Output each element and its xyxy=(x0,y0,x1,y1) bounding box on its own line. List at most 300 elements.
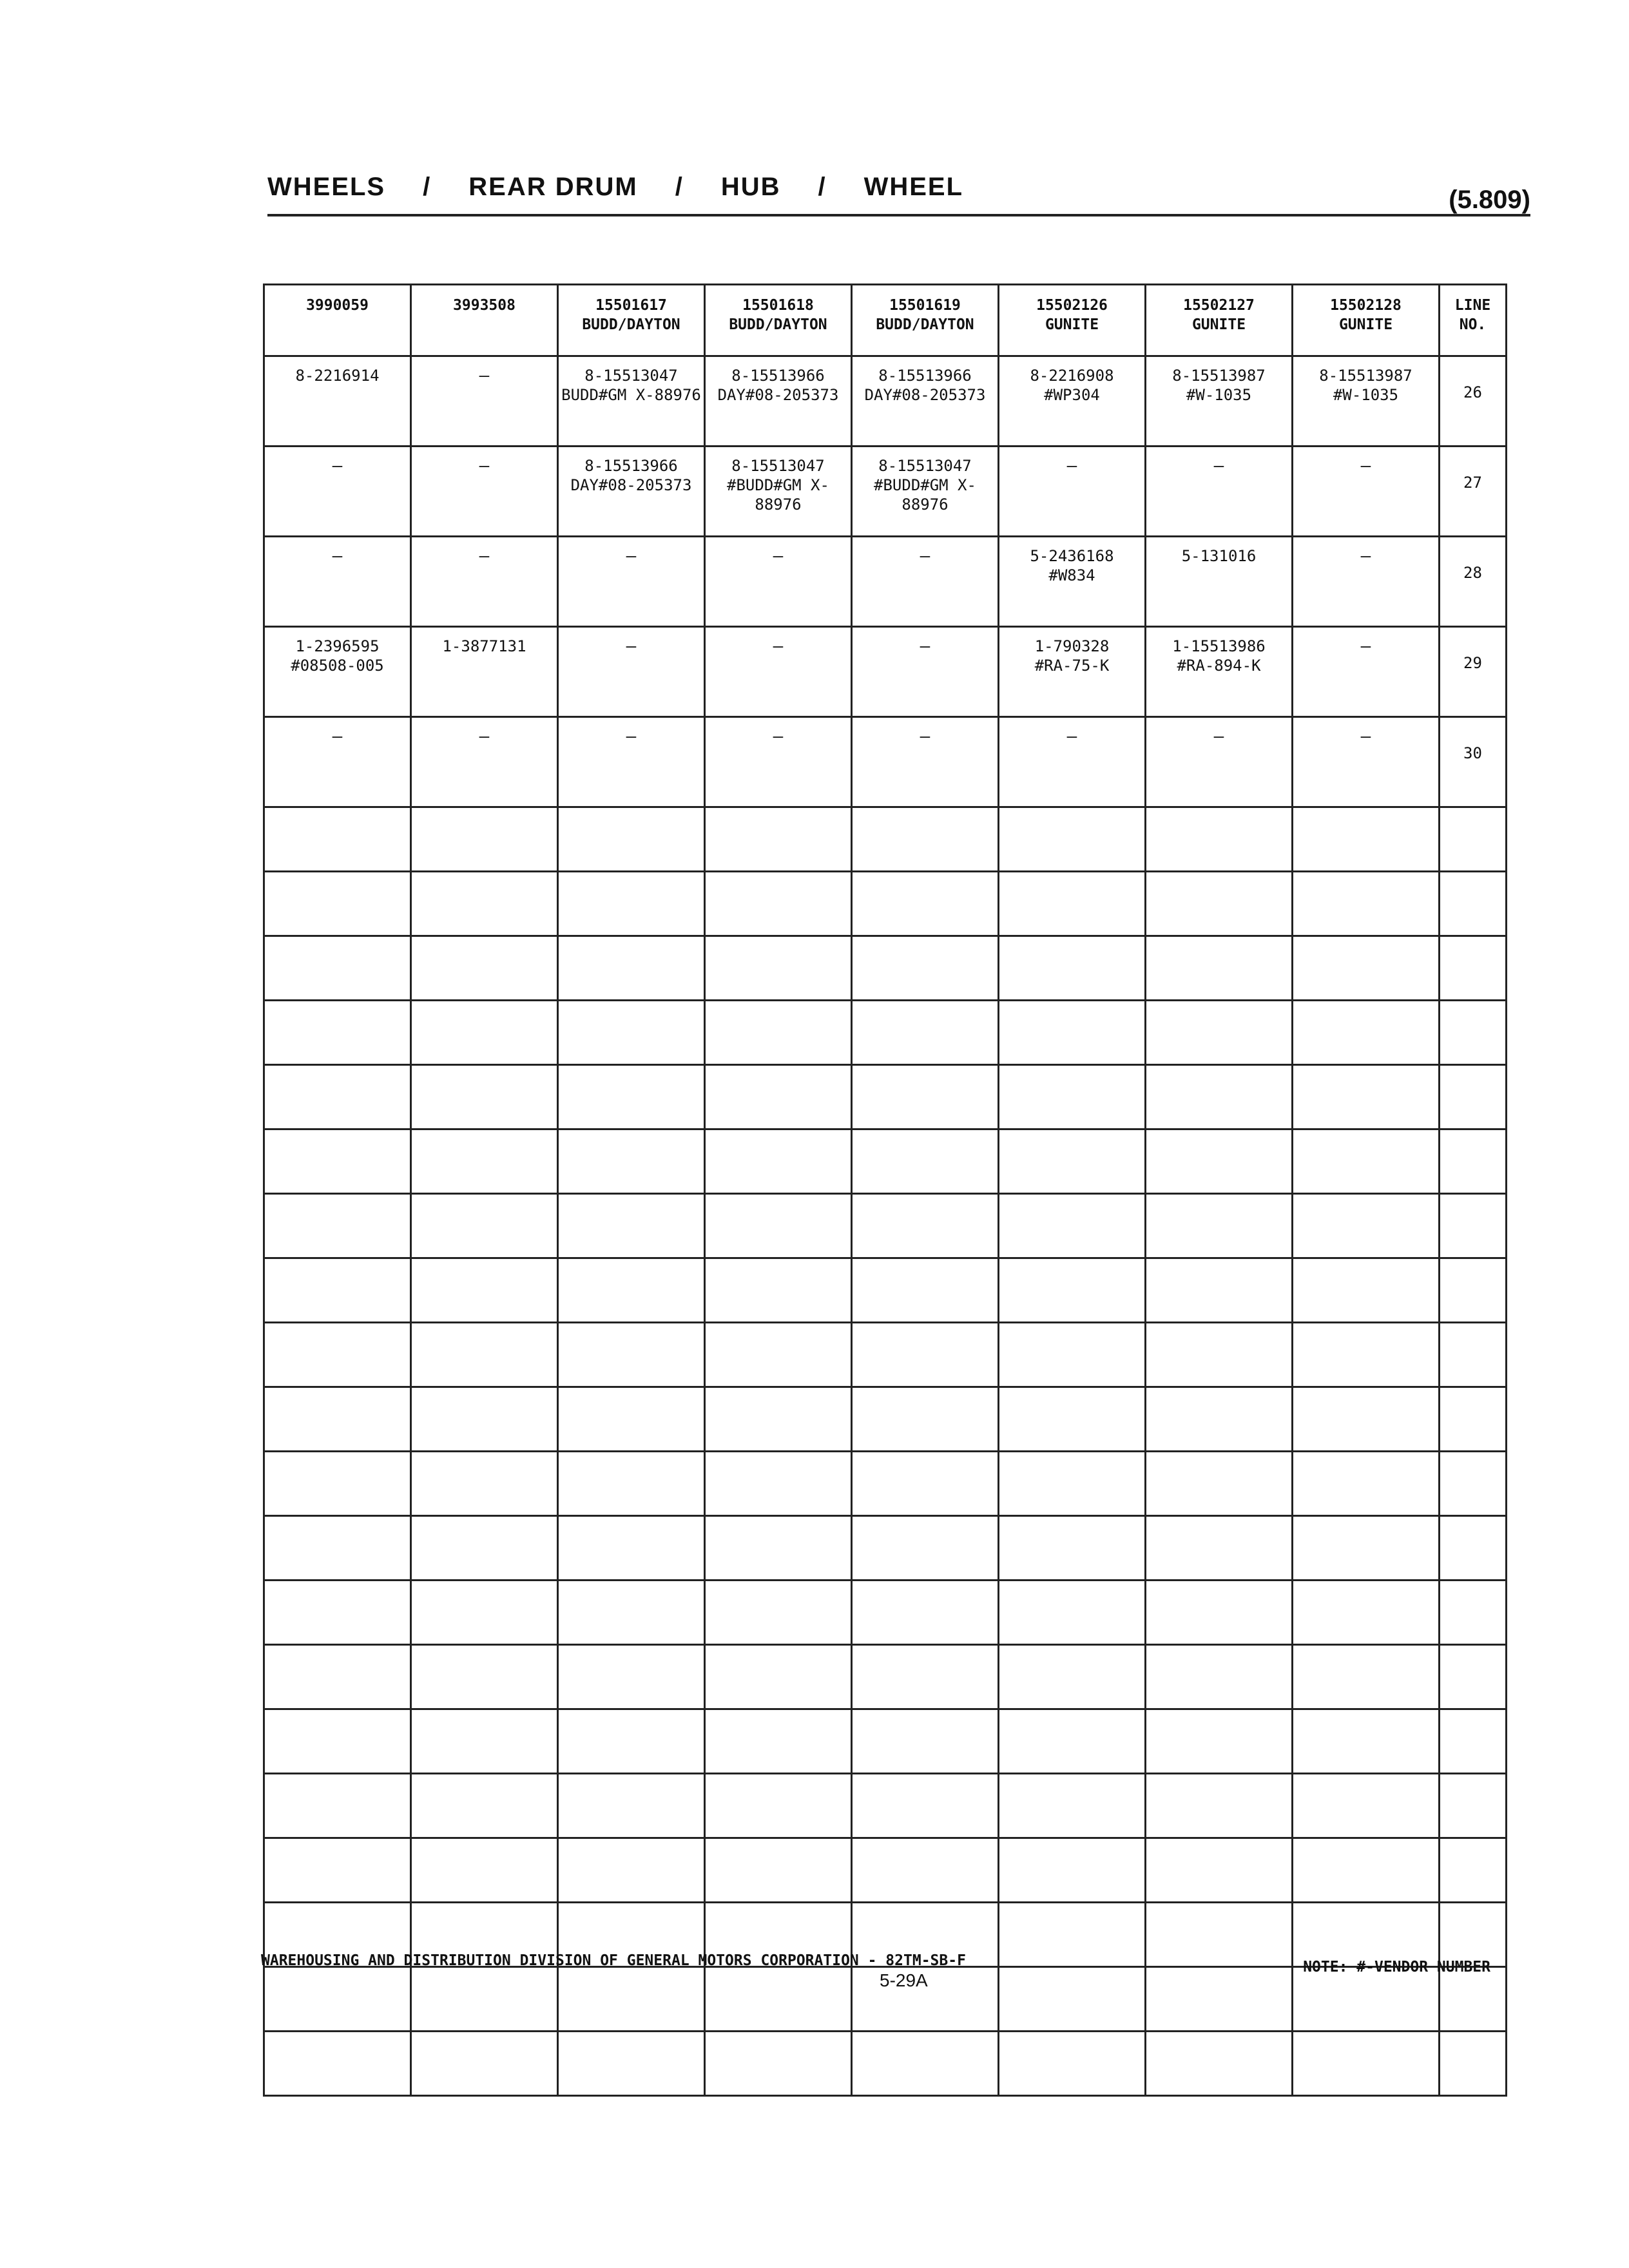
table-cell xyxy=(705,717,852,807)
blank-cell xyxy=(999,1645,1146,1709)
blank-cell xyxy=(411,936,558,1001)
table-cell xyxy=(1293,537,1440,627)
blank-cell xyxy=(1440,1323,1507,1387)
replacement-part-number: 5-2436168 xyxy=(1030,547,1114,565)
blank-cell xyxy=(1293,807,1440,872)
vendor-number: DAY#08-205373 xyxy=(570,476,692,494)
column-vendor: BUDD/DAYTON xyxy=(729,316,827,333)
blank-cell xyxy=(411,1387,558,1452)
blank-cell xyxy=(558,807,705,872)
vendor-number: DAY#08-205373 xyxy=(864,386,986,404)
table-cell xyxy=(1293,627,1440,717)
blank-cell xyxy=(1440,1581,1507,1645)
blank-cell xyxy=(264,1774,411,1838)
column-vendor: BUDD/DAYTON xyxy=(582,316,680,333)
blank-cell xyxy=(411,807,558,872)
table-cell xyxy=(705,537,852,627)
blank-cell xyxy=(1440,1838,1507,1903)
blank-cell xyxy=(1146,872,1293,936)
blank-cell xyxy=(999,1709,1146,1774)
blank-cell xyxy=(852,1645,999,1709)
blank-cell xyxy=(1440,936,1507,1001)
blank-cell xyxy=(1293,1903,1440,1967)
column-part-number: 15502128 xyxy=(1330,297,1402,314)
blank-cell xyxy=(1440,1194,1507,1258)
blank-cell xyxy=(411,1838,558,1903)
title-part: HUB xyxy=(720,173,781,201)
blank-cell xyxy=(1293,1323,1440,1387)
replacement-part-number: — xyxy=(626,546,637,566)
blank-cell xyxy=(705,1645,852,1709)
table-cell xyxy=(411,537,558,627)
blank-cell xyxy=(411,1774,558,1838)
blank-cell xyxy=(852,1387,999,1452)
table-cell xyxy=(1146,537,1293,627)
column-vendor: GUNITE xyxy=(1045,316,1099,333)
title-part: WHEEL xyxy=(863,173,964,201)
vendor-number: #08508-005 xyxy=(291,657,384,675)
column-header xyxy=(411,285,558,356)
blank-cell xyxy=(264,1709,411,1774)
blank-cell xyxy=(999,1323,1146,1387)
replacement-part-number: — xyxy=(920,546,930,566)
blank-cell xyxy=(411,1323,558,1387)
blank-cell xyxy=(1146,1194,1293,1258)
table-cell xyxy=(558,447,705,537)
blank-cell xyxy=(852,1323,999,1387)
column-part-number: 3990059 xyxy=(306,297,369,314)
blank-cell xyxy=(1146,936,1293,1001)
replacement-part-number: — xyxy=(773,546,784,566)
replacement-part-number: — xyxy=(332,456,343,476)
replacement-part-number: 1-15513986 xyxy=(1172,637,1266,655)
column-header xyxy=(852,285,999,356)
blank-cell xyxy=(264,1065,411,1129)
vendor-number: #BUDD#GM X-88976 xyxy=(727,476,829,514)
vendor-number: #W-1035 xyxy=(1186,386,1252,404)
blank-cell xyxy=(999,872,1146,936)
line-number: 28 xyxy=(1440,537,1507,627)
blank-row xyxy=(264,1645,1507,1709)
blank-cell xyxy=(705,1967,852,2032)
replacement-part-number: 8-15513047 xyxy=(584,367,678,385)
blank-cell xyxy=(1440,1774,1507,1838)
blank-cell xyxy=(264,807,411,872)
blank-cell xyxy=(1146,1581,1293,1645)
title-separator: / xyxy=(818,173,827,201)
blank-cell xyxy=(705,1258,852,1323)
blank-cell xyxy=(705,1452,852,1516)
line-header-text: LINE xyxy=(1454,297,1491,314)
replacement-part-number: 1-3877131 xyxy=(442,637,526,655)
blank-cell xyxy=(411,1452,558,1516)
blank-cell xyxy=(1440,807,1507,872)
header-rule xyxy=(267,214,1530,216)
table-cell xyxy=(264,717,411,807)
blank-cell xyxy=(999,1581,1146,1645)
table-cell xyxy=(1293,447,1440,537)
blank-cell xyxy=(1293,2032,1440,2096)
table-cell xyxy=(558,627,705,717)
table-body xyxy=(264,356,1507,2096)
blank-cell xyxy=(852,872,999,936)
table-row xyxy=(264,447,1507,537)
blank-cell xyxy=(558,1774,705,1838)
blank-cell xyxy=(1440,1903,1507,1967)
blank-cell xyxy=(558,936,705,1001)
blank-cell xyxy=(264,872,411,936)
blank-row xyxy=(264,1838,1507,1903)
column-vendor: BUDD/DAYTON xyxy=(876,316,974,333)
blank-cell xyxy=(411,2032,558,2096)
blank-cell xyxy=(1293,1967,1440,2032)
blank-cell xyxy=(705,1194,852,1258)
column-header xyxy=(264,285,411,356)
replacement-part-number: — xyxy=(1213,456,1224,476)
column-part-number: 15502127 xyxy=(1183,297,1255,314)
table-cell xyxy=(264,537,411,627)
blank-cell xyxy=(1293,872,1440,936)
blank-cell xyxy=(1440,2032,1507,2096)
blank-cell xyxy=(1146,1258,1293,1323)
column-header xyxy=(558,285,705,356)
blank-cell xyxy=(264,1838,411,1903)
blank-cell xyxy=(852,1258,999,1323)
blank-row xyxy=(264,1129,1507,1194)
blank-cell xyxy=(1440,1709,1507,1774)
column-header xyxy=(1146,285,1293,356)
blank-cell xyxy=(852,1838,999,1903)
blank-cell xyxy=(1293,1581,1440,1645)
blank-cell xyxy=(1440,1001,1507,1065)
vendor-number: #BUDD#GM X-88976 xyxy=(874,476,976,514)
blank-cell xyxy=(1293,1194,1440,1258)
replacement-part-number: — xyxy=(479,727,490,746)
blank-cell xyxy=(558,872,705,936)
blank-cell xyxy=(1293,1387,1440,1452)
table-cell xyxy=(1146,627,1293,717)
blank-cell xyxy=(558,2032,705,2096)
replacement-part-number: 8-15513966 xyxy=(878,367,972,385)
blank-cell xyxy=(1293,1065,1440,1129)
blank-cell xyxy=(558,1452,705,1516)
vendor-number: #W834 xyxy=(1048,566,1095,584)
blank-cell xyxy=(264,1645,411,1709)
blank-cell xyxy=(852,936,999,1001)
blank-cell xyxy=(558,1387,705,1452)
table-row xyxy=(264,356,1507,447)
replacement-part-number: 8-15513987 xyxy=(1172,367,1266,385)
column-header xyxy=(705,285,852,356)
blank-cell xyxy=(852,1129,999,1194)
column-header xyxy=(1293,285,1440,356)
blank-cell xyxy=(558,1581,705,1645)
blank-cell xyxy=(1293,1516,1440,1581)
blank-cell xyxy=(1146,1838,1293,1903)
section-number: (5.809) xyxy=(1449,186,1530,214)
blank-cell xyxy=(558,1001,705,1065)
blank-cell xyxy=(411,1581,558,1645)
blank-cell xyxy=(1440,1645,1507,1709)
blank-cell xyxy=(1293,1129,1440,1194)
blank-cell xyxy=(852,1581,999,1645)
blank-cell xyxy=(999,1194,1146,1258)
blank-cell xyxy=(411,1194,558,1258)
page-title xyxy=(267,173,1337,202)
table-cell xyxy=(999,447,1146,537)
blank-cell xyxy=(411,1129,558,1194)
blank-cell xyxy=(705,1065,852,1129)
replacement-part-number: 8-15513987 xyxy=(1319,367,1412,385)
blank-cell xyxy=(705,1838,852,1903)
blank-cell xyxy=(1146,1645,1293,1709)
blank-cell xyxy=(999,1001,1146,1065)
table-cell xyxy=(558,537,705,627)
blank-row xyxy=(264,1323,1507,1387)
blank-cell xyxy=(1440,1065,1507,1129)
table-cell xyxy=(411,356,558,447)
blank-cell xyxy=(1440,1967,1507,2032)
replacement-part-number: 8-2216908 xyxy=(1030,367,1114,385)
title-separator: / xyxy=(423,173,432,201)
blank-cell xyxy=(1146,807,1293,872)
blank-cell xyxy=(705,1774,852,1838)
blank-cell xyxy=(999,1967,1146,2032)
blank-cell xyxy=(1440,1516,1507,1581)
table-cell xyxy=(999,627,1146,717)
blank-cell xyxy=(1146,1001,1293,1065)
blank-cell xyxy=(999,1129,1146,1194)
blank-cell xyxy=(1293,1001,1440,1065)
blank-cell xyxy=(411,1516,558,1581)
blank-cell xyxy=(411,1709,558,1774)
replacement-part-number: 8-15513966 xyxy=(584,457,678,475)
blank-cell xyxy=(705,1709,852,1774)
page-number: 5-29A xyxy=(880,1970,928,1990)
table-cell xyxy=(999,356,1146,447)
blank-cell xyxy=(705,872,852,936)
vendor-number: #RA-894-K xyxy=(1177,657,1261,675)
replacement-part-number: — xyxy=(1213,727,1224,746)
replacement-part-number: — xyxy=(479,546,490,566)
blank-cell xyxy=(558,1709,705,1774)
table-cell xyxy=(264,627,411,717)
blank-cell xyxy=(264,1323,411,1387)
replacement-part-number: — xyxy=(773,727,784,746)
blank-cell xyxy=(999,807,1146,872)
blank-cell xyxy=(999,1452,1146,1516)
line-number: 27 xyxy=(1440,447,1507,537)
table-cell xyxy=(705,356,852,447)
blank-cell xyxy=(1146,1903,1293,1967)
blank-row xyxy=(264,1258,1507,1323)
line-number-header xyxy=(1440,285,1507,356)
replacement-part-number: — xyxy=(1360,637,1371,656)
blank-cell xyxy=(1293,1774,1440,1838)
blank-cell xyxy=(264,1129,411,1194)
replacement-part-number: — xyxy=(1360,456,1371,476)
blank-cell xyxy=(1146,1709,1293,1774)
table-cell xyxy=(411,627,558,717)
blank-cell xyxy=(999,936,1146,1001)
column-part-number: 15501617 xyxy=(595,297,667,314)
blank-cell xyxy=(558,1645,705,1709)
blank-cell xyxy=(1293,936,1440,1001)
column-header xyxy=(999,285,1146,356)
replacement-part-number: 1-2396595 xyxy=(295,637,380,655)
blank-cell xyxy=(411,1645,558,1709)
table-cell xyxy=(705,627,852,717)
replacement-part-number: — xyxy=(1360,546,1371,566)
replacement-part-number: 8-15513047 xyxy=(878,457,972,475)
blank-cell xyxy=(1440,1258,1507,1323)
table-cell xyxy=(852,627,999,717)
replacement-part-number: 5-131016 xyxy=(1181,547,1257,565)
replacement-part-number: 1-790328 xyxy=(1034,637,1110,655)
table-cell xyxy=(558,356,705,447)
column-vendor: GUNITE xyxy=(1338,316,1393,333)
blank-cell xyxy=(264,1194,411,1258)
blank-cell xyxy=(999,2032,1146,2096)
blank-cell xyxy=(1293,1645,1440,1709)
table-cell xyxy=(1146,356,1293,447)
vendor-number: BUDD#GM X-88976 xyxy=(561,386,701,404)
replacement-part-number: — xyxy=(920,727,930,746)
blank-cell xyxy=(999,1838,1146,1903)
blank-cell xyxy=(852,1709,999,1774)
footer-division: WAREHOUSING AND DISTRIBUTION DIVISION OF GENERAL MOTORS CORPORATION - 82TM-SB-F xyxy=(261,1952,966,1969)
blank-cell xyxy=(852,1065,999,1129)
blank-cell xyxy=(705,1516,852,1581)
replacement-part-number: 8-15513047 xyxy=(731,457,825,475)
blank-cell xyxy=(558,1129,705,1194)
line-number: 29 xyxy=(1440,627,1507,717)
header-row xyxy=(264,285,1507,356)
table-cell xyxy=(852,447,999,537)
blank-cell xyxy=(264,1967,411,2032)
vendor-number: #W-1035 xyxy=(1333,386,1399,404)
blank-cell xyxy=(999,1387,1146,1452)
blank-cell xyxy=(1293,1838,1440,1903)
blank-row xyxy=(264,807,1507,872)
replacement-part-number: 8-2216914 xyxy=(295,367,380,385)
blank-cell xyxy=(558,1516,705,1581)
blank-cell xyxy=(1146,1387,1293,1452)
blank-cell xyxy=(705,936,852,1001)
blank-cell xyxy=(558,1258,705,1323)
column-part-number: 3993508 xyxy=(453,297,516,314)
blank-cell xyxy=(852,2032,999,2096)
table-row xyxy=(264,717,1507,807)
table-cell xyxy=(852,356,999,447)
replacement-part-number: — xyxy=(1360,727,1371,746)
blank-cell xyxy=(1440,872,1507,936)
table-cell xyxy=(999,537,1146,627)
blank-cell xyxy=(705,1323,852,1387)
replacement-part-number: — xyxy=(1066,456,1077,476)
blank-row xyxy=(264,872,1507,936)
table-cell xyxy=(1293,356,1440,447)
blank-cell xyxy=(1293,1258,1440,1323)
table-cell xyxy=(264,447,411,537)
replacement-part-number: — xyxy=(479,456,490,476)
blank-cell xyxy=(1146,1452,1293,1516)
blank-cell xyxy=(1146,2032,1293,2096)
blank-cell xyxy=(558,1838,705,1903)
replacement-part-number: — xyxy=(920,637,930,656)
blank-cell xyxy=(705,1387,852,1452)
blank-row xyxy=(264,1001,1507,1065)
column-part-number: 15502126 xyxy=(1036,297,1108,314)
blank-cell xyxy=(1146,1065,1293,1129)
blank-cell xyxy=(264,1516,411,1581)
blank-cell xyxy=(1146,1129,1293,1194)
blank-cell xyxy=(264,1387,411,1452)
replacement-part-number: — xyxy=(626,727,637,746)
replacement-part-number: — xyxy=(332,546,343,566)
column-part-number: 15501618 xyxy=(742,297,814,314)
page-header xyxy=(267,173,1530,218)
replacement-part-number: — xyxy=(773,637,784,656)
table-cell xyxy=(1293,717,1440,807)
blank-cell xyxy=(1440,1387,1507,1452)
blank-cell xyxy=(411,1065,558,1129)
blank-row xyxy=(264,1516,1507,1581)
table-cell xyxy=(852,717,999,807)
blank-row xyxy=(264,1709,1507,1774)
replacement-part-number: — xyxy=(332,727,343,746)
blank-cell xyxy=(999,1065,1146,1129)
table-cell xyxy=(411,447,558,537)
blank-cell xyxy=(264,1258,411,1323)
title-separator: / xyxy=(675,173,684,201)
blank-cell xyxy=(1146,1967,1293,2032)
blank-cell xyxy=(705,1001,852,1065)
blank-cell xyxy=(999,1258,1146,1323)
line-number: 26 xyxy=(1440,356,1507,447)
table-cell xyxy=(705,447,852,537)
line-header-text: NO. xyxy=(1459,316,1487,333)
blank-row xyxy=(264,2032,1507,2096)
blank-row xyxy=(264,936,1507,1001)
column-vendor: GUNITE xyxy=(1191,316,1246,333)
blank-cell xyxy=(852,807,999,872)
blank-cell xyxy=(558,1323,705,1387)
blank-cell xyxy=(1146,1774,1293,1838)
blank-row xyxy=(264,1065,1507,1129)
blank-cell xyxy=(705,1129,852,1194)
blank-cell xyxy=(999,1516,1146,1581)
blank-cell xyxy=(264,2032,411,2096)
vendor-number: #RA-75-K xyxy=(1034,657,1110,675)
blank-cell xyxy=(705,807,852,872)
blank-cell xyxy=(264,936,411,1001)
blank-cell xyxy=(705,1581,852,1645)
blank-cell xyxy=(852,1452,999,1516)
blank-cell xyxy=(411,1258,558,1323)
blank-cell xyxy=(852,1001,999,1065)
table-cell xyxy=(1146,447,1293,537)
replacement-part-number: — xyxy=(1066,727,1077,746)
table-cell xyxy=(411,717,558,807)
blank-cell xyxy=(1440,1452,1507,1516)
blank-cell xyxy=(264,1581,411,1645)
table-cell xyxy=(852,537,999,627)
blank-cell xyxy=(411,1001,558,1065)
vendor-note: NOTE: #-VENDOR NUMBER xyxy=(1303,1959,1490,1975)
blank-cell xyxy=(558,1967,705,2032)
blank-cell xyxy=(411,872,558,936)
